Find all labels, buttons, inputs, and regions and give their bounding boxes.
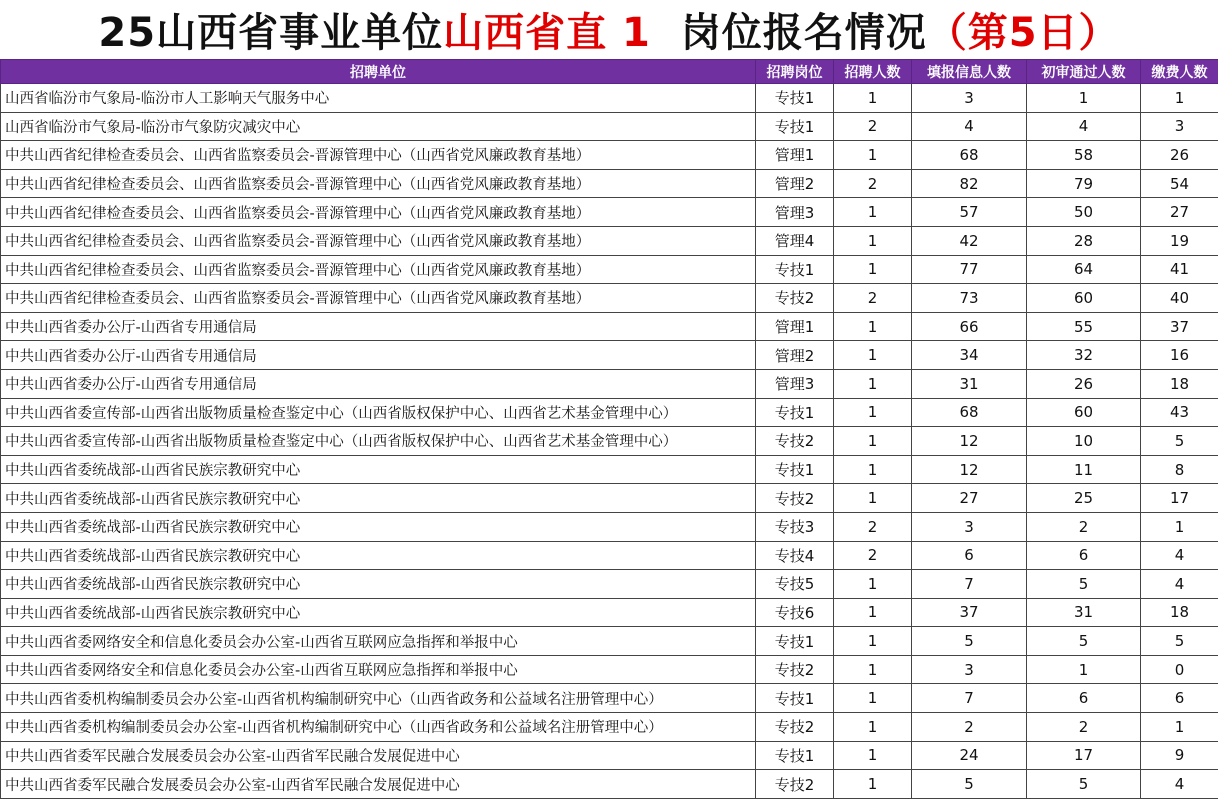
table-row xyxy=(1,598,1218,627)
cell-approved: 28 xyxy=(1027,226,1141,255)
cell-filled: 57 xyxy=(912,198,1027,227)
cell-quota: 1 xyxy=(834,713,912,742)
table-row xyxy=(1,84,1218,113)
table-row xyxy=(1,455,1218,484)
cell-unit: 中共山西省委办公厅-山西省专用通信局 xyxy=(1,341,756,370)
table-row xyxy=(1,226,1218,255)
cell-approved: 50 xyxy=(1027,198,1141,227)
cell-quota: 1 xyxy=(834,398,912,427)
table-row xyxy=(1,770,1218,799)
cell-paid: 17 xyxy=(1141,484,1218,513)
cell-paid: 16 xyxy=(1141,341,1218,370)
cell-quota: 1 xyxy=(834,598,912,627)
cell-filled: 12 xyxy=(912,427,1027,456)
cell-quota: 1 xyxy=(834,226,912,255)
cell-position: 专技2 xyxy=(756,427,834,456)
table-row xyxy=(1,198,1218,227)
cell-unit: 中共山西省委军民融合发展委员会办公室-山西省军民融合发展促进中心 xyxy=(1,770,756,799)
table-row xyxy=(1,112,1218,141)
cell-approved: 2 xyxy=(1027,512,1141,541)
cell-unit: 中共山西省纪律检查委员会、山西省监察委员会-晋源管理中心（山西省党风廉政教育基地） xyxy=(1,198,756,227)
cell-position: 专技2 xyxy=(756,284,834,313)
cell-position: 管理2 xyxy=(756,341,834,370)
cell-position: 专技6 xyxy=(756,598,834,627)
title-part-1: 25山西省事业单位 xyxy=(98,10,444,56)
cell-unit: 中共山西省纪律检查委员会、山西省监察委员会-晋源管理中心（山西省党风廉政教育基地） xyxy=(1,169,756,198)
cell-approved: 31 xyxy=(1027,598,1141,627)
cell-position: 专技2 xyxy=(756,484,834,513)
cell-approved: 64 xyxy=(1027,255,1141,284)
table-row xyxy=(1,169,1218,198)
cell-paid: 1 xyxy=(1141,713,1218,742)
cell-paid: 9 xyxy=(1141,741,1218,770)
table-row xyxy=(1,341,1218,370)
cell-paid: 26 xyxy=(1141,141,1218,170)
cell-filled: 7 xyxy=(912,570,1027,599)
cell-approved: 17 xyxy=(1027,741,1141,770)
cell-paid: 5 xyxy=(1141,427,1218,456)
table-row xyxy=(1,369,1218,398)
cell-approved: 1 xyxy=(1027,655,1141,684)
table-row xyxy=(1,570,1218,599)
header-paid: 缴费人数 xyxy=(1141,60,1218,84)
cell-position: 管理3 xyxy=(756,369,834,398)
cell-unit: 中共山西省纪律检查委员会、山西省监察委员会-晋源管理中心（山西省党风廉政教育基地） xyxy=(1,226,756,255)
cell-position: 专技1 xyxy=(756,684,834,713)
cell-filled: 3 xyxy=(912,655,1027,684)
cell-position: 专技4 xyxy=(756,541,834,570)
cell-paid: 18 xyxy=(1141,598,1218,627)
cell-quota: 1 xyxy=(834,369,912,398)
cell-quota: 1 xyxy=(834,198,912,227)
cell-paid: 4 xyxy=(1141,541,1218,570)
header-quota: 招聘人数 xyxy=(834,60,912,84)
header-position: 招聘岗位 xyxy=(756,60,834,84)
title-part-2: 山西省直 1 xyxy=(443,10,651,56)
cell-paid: 0 xyxy=(1141,655,1218,684)
cell-approved: 25 xyxy=(1027,484,1141,513)
cell-unit: 中共山西省委军民融合发展委员会办公室-山西省军民融合发展促进中心 xyxy=(1,741,756,770)
cell-filled: 73 xyxy=(912,284,1027,313)
cell-approved: 5 xyxy=(1027,627,1141,656)
title-part-3: 岗位报名情况 xyxy=(650,10,927,56)
cell-position: 专技2 xyxy=(756,713,834,742)
cell-paid: 4 xyxy=(1141,770,1218,799)
cell-unit: 中共山西省委办公厅-山西省专用通信局 xyxy=(1,369,756,398)
cell-quota: 1 xyxy=(834,770,912,799)
cell-unit: 中共山西省委统战部-山西省民族宗教研究中心 xyxy=(1,541,756,570)
cell-approved: 11 xyxy=(1027,455,1141,484)
cell-approved: 6 xyxy=(1027,684,1141,713)
cell-position: 专技2 xyxy=(756,770,834,799)
cell-filled: 27 xyxy=(912,484,1027,513)
cell-unit: 中共山西省委统战部-山西省民族宗教研究中心 xyxy=(1,570,756,599)
cell-unit: 中共山西省委宣传部-山西省出版物质量检查鉴定中心（山西省版权保护中心、山西省艺术基金管理中心） xyxy=(1,427,756,456)
cell-approved: 79 xyxy=(1027,169,1141,198)
cell-position: 专技1 xyxy=(756,255,834,284)
cell-paid: 5 xyxy=(1141,627,1218,656)
table-row xyxy=(1,627,1218,656)
cell-approved: 60 xyxy=(1027,284,1141,313)
cell-unit: 山西省临汾市气象局-临汾市气象防灾减灾中心 xyxy=(1,112,756,141)
cell-quota: 1 xyxy=(834,627,912,656)
cell-position: 专技3 xyxy=(756,512,834,541)
cell-paid: 41 xyxy=(1141,255,1218,284)
cell-quota: 1 xyxy=(834,455,912,484)
cell-approved: 58 xyxy=(1027,141,1141,170)
cell-unit: 中共山西省纪律检查委员会、山西省监察委员会-晋源管理中心（山西省党风廉政教育基地） xyxy=(1,141,756,170)
title-part-4: （第5日） xyxy=(926,10,1120,56)
cell-filled: 68 xyxy=(912,398,1027,427)
table-row xyxy=(1,684,1218,713)
cell-paid: 54 xyxy=(1141,169,1218,198)
cell-unit: 中共山西省委统战部-山西省民族宗教研究中心 xyxy=(1,484,756,513)
page-title xyxy=(0,0,1218,59)
cell-unit: 中共山西省委办公厅-山西省专用通信局 xyxy=(1,312,756,341)
cell-position: 专技5 xyxy=(756,570,834,599)
cell-filled: 6 xyxy=(912,541,1027,570)
cell-filled: 77 xyxy=(912,255,1027,284)
cell-filled: 66 xyxy=(912,312,1027,341)
cell-paid: 8 xyxy=(1141,455,1218,484)
cell-quota: 2 xyxy=(834,541,912,570)
cell-filled: 37 xyxy=(912,598,1027,627)
header-row xyxy=(1,60,1218,84)
cell-position: 管理4 xyxy=(756,226,834,255)
table-row xyxy=(1,312,1218,341)
cell-position: 专技2 xyxy=(756,655,834,684)
cell-unit: 中共山西省纪律检查委员会、山西省监察委员会-晋源管理中心（山西省党风廉政教育基地） xyxy=(1,255,756,284)
cell-position: 专技1 xyxy=(756,112,834,141)
header-approved: 初审通过人数 xyxy=(1027,60,1141,84)
cell-filled: 34 xyxy=(912,341,1027,370)
cell-quota: 1 xyxy=(834,427,912,456)
cell-approved: 26 xyxy=(1027,369,1141,398)
cell-paid: 1 xyxy=(1141,84,1218,113)
cell-approved: 60 xyxy=(1027,398,1141,427)
cell-position: 专技1 xyxy=(756,84,834,113)
table-row xyxy=(1,141,1218,170)
cell-quota: 2 xyxy=(834,112,912,141)
cell-filled: 7 xyxy=(912,684,1027,713)
cell-quota: 1 xyxy=(834,655,912,684)
cell-filled: 2 xyxy=(912,713,1027,742)
cell-position: 专技1 xyxy=(756,627,834,656)
cell-filled: 3 xyxy=(912,84,1027,113)
cell-quota: 1 xyxy=(834,741,912,770)
cell-approved: 1 xyxy=(1027,84,1141,113)
cell-filled: 12 xyxy=(912,455,1027,484)
table-row xyxy=(1,484,1218,513)
cell-quota: 2 xyxy=(834,284,912,313)
cell-filled: 31 xyxy=(912,369,1027,398)
table-row xyxy=(1,541,1218,570)
cell-approved: 6 xyxy=(1027,541,1141,570)
registration-table xyxy=(0,59,1218,799)
cell-unit: 山西省临汾市气象局-临汾市人工影响天气服务中心 xyxy=(1,84,756,113)
table-row xyxy=(1,741,1218,770)
table-row xyxy=(1,512,1218,541)
cell-paid: 27 xyxy=(1141,198,1218,227)
cell-quota: 1 xyxy=(834,84,912,113)
cell-position: 专技1 xyxy=(756,398,834,427)
cell-position: 管理1 xyxy=(756,312,834,341)
cell-unit: 中共山西省委统战部-山西省民族宗教研究中心 xyxy=(1,455,756,484)
cell-unit: 中共山西省委机构编制委员会办公室-山西省机构编制研究中心（山西省政务和公益域名注册管理中心） xyxy=(1,684,756,713)
cell-paid: 18 xyxy=(1141,369,1218,398)
cell-position: 管理3 xyxy=(756,198,834,227)
cell-paid: 37 xyxy=(1141,312,1218,341)
cell-quota: 1 xyxy=(834,341,912,370)
cell-quota: 2 xyxy=(834,512,912,541)
header-unit: 招聘单位 xyxy=(1,60,756,84)
table-row xyxy=(1,655,1218,684)
cell-paid: 1 xyxy=(1141,512,1218,541)
cell-unit: 中共山西省委统战部-山西省民族宗教研究中心 xyxy=(1,512,756,541)
cell-paid: 3 xyxy=(1141,112,1218,141)
cell-unit: 中共山西省纪律检查委员会、山西省监察委员会-晋源管理中心（山西省党风廉政教育基地） xyxy=(1,284,756,313)
cell-paid: 43 xyxy=(1141,398,1218,427)
header-filled: 填报信息人数 xyxy=(912,60,1027,84)
cell-approved: 5 xyxy=(1027,570,1141,599)
cell-position: 专技1 xyxy=(756,455,834,484)
table-row xyxy=(1,398,1218,427)
cell-position: 专技1 xyxy=(756,741,834,770)
cell-filled: 4 xyxy=(912,112,1027,141)
cell-paid: 4 xyxy=(1141,570,1218,599)
cell-unit: 中共山西省委网络安全和信息化委员会办公室-山西省互联网应急指挥和举报中心 xyxy=(1,627,756,656)
table-row xyxy=(1,427,1218,456)
cell-filled: 5 xyxy=(912,627,1027,656)
cell-paid: 6 xyxy=(1141,684,1218,713)
cell-filled: 82 xyxy=(912,169,1027,198)
cell-unit: 中共山西省委宣传部-山西省出版物质量检查鉴定中心（山西省版权保护中心、山西省艺术基金管理中心） xyxy=(1,398,756,427)
table-row xyxy=(1,713,1218,742)
cell-approved: 10 xyxy=(1027,427,1141,456)
cell-filled: 24 xyxy=(912,741,1027,770)
cell-filled: 42 xyxy=(912,226,1027,255)
cell-approved: 4 xyxy=(1027,112,1141,141)
cell-unit: 中共山西省委统战部-山西省民族宗教研究中心 xyxy=(1,598,756,627)
cell-quota: 1 xyxy=(834,484,912,513)
cell-approved: 32 xyxy=(1027,341,1141,370)
cell-unit: 中共山西省委网络安全和信息化委员会办公室-山西省互联网应急指挥和举报中心 xyxy=(1,655,756,684)
cell-quota: 1 xyxy=(834,312,912,341)
table-row xyxy=(1,284,1218,313)
cell-quota: 1 xyxy=(834,141,912,170)
cell-position: 管理2 xyxy=(756,169,834,198)
cell-approved: 2 xyxy=(1027,713,1141,742)
cell-quota: 1 xyxy=(834,570,912,599)
cell-filled: 5 xyxy=(912,770,1027,799)
cell-approved: 5 xyxy=(1027,770,1141,799)
cell-paid: 40 xyxy=(1141,284,1218,313)
cell-approved: 55 xyxy=(1027,312,1141,341)
cell-position: 管理1 xyxy=(756,141,834,170)
cell-quota: 1 xyxy=(834,684,912,713)
cell-filled: 68 xyxy=(912,141,1027,170)
cell-unit: 中共山西省委机构编制委员会办公室-山西省机构编制研究中心（山西省政务和公益域名注册管理中心） xyxy=(1,713,756,742)
cell-filled: 3 xyxy=(912,512,1027,541)
cell-quota: 2 xyxy=(834,169,912,198)
cell-paid: 19 xyxy=(1141,226,1218,255)
cell-quota: 1 xyxy=(834,255,912,284)
table-row xyxy=(1,255,1218,284)
